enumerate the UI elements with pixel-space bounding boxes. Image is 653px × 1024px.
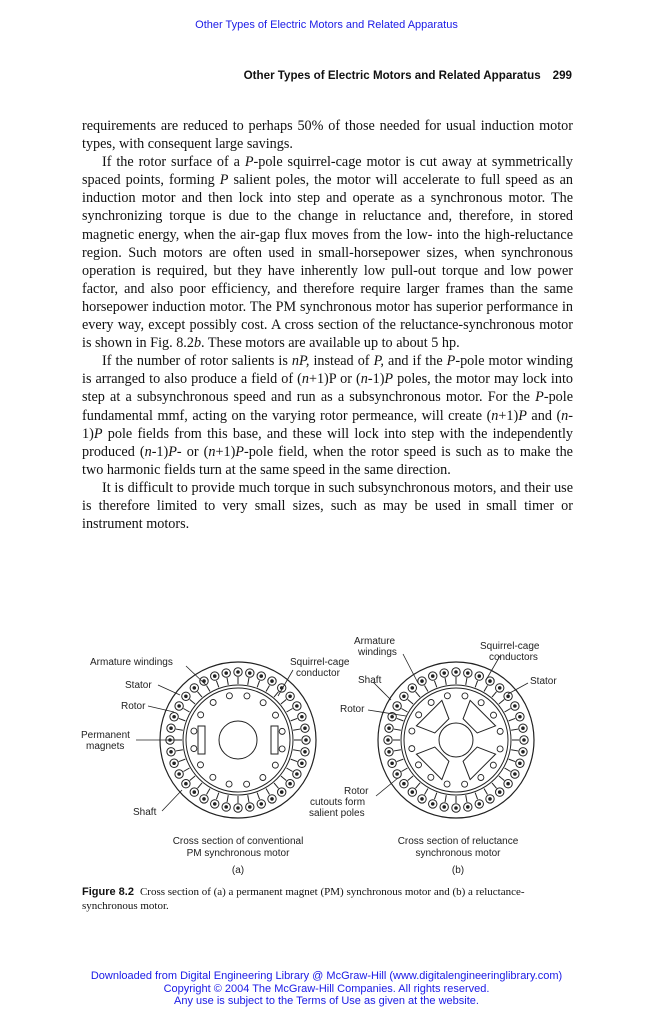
stator-slot xyxy=(466,678,467,685)
label-conductor: conductor xyxy=(296,668,340,679)
stator-slot xyxy=(511,750,518,751)
coil-core xyxy=(295,704,299,708)
coil-core xyxy=(518,715,522,719)
coil-core xyxy=(402,694,406,698)
coil-core xyxy=(270,679,274,683)
coil-core xyxy=(248,671,252,675)
cage-bar xyxy=(462,781,468,787)
coil-core xyxy=(303,726,307,730)
coil-core xyxy=(224,671,228,675)
page-number: 299 xyxy=(552,69,572,82)
coil-core xyxy=(224,805,228,809)
stator-slot xyxy=(408,700,413,704)
cage-bar xyxy=(409,746,415,752)
coil-core xyxy=(521,726,525,730)
running-head xyxy=(90,69,572,82)
coil-core xyxy=(236,670,240,674)
coil-core xyxy=(488,797,492,801)
cage-bar xyxy=(210,774,216,780)
figure-8-2 xyxy=(78,628,578,883)
coil-core xyxy=(288,694,292,698)
tag-a: (a) xyxy=(231,865,245,876)
stator-slot xyxy=(499,776,504,780)
coil-core xyxy=(410,790,414,794)
coil-core xyxy=(522,738,526,742)
coil-core xyxy=(454,806,458,810)
coil-core xyxy=(303,750,307,754)
body-text xyxy=(82,117,573,533)
caption-b-line-2: synchronous motor xyxy=(415,848,501,859)
cage-bar xyxy=(497,728,503,734)
coil-core xyxy=(192,686,196,690)
cage-bar xyxy=(272,762,278,768)
stator-slot xyxy=(190,700,195,704)
stator-slot xyxy=(394,729,401,730)
cage-bar xyxy=(197,762,203,768)
cage-bar xyxy=(444,781,450,787)
coil-core xyxy=(236,806,240,810)
stator-slot xyxy=(397,759,404,761)
coil-core xyxy=(498,686,502,690)
label-rotor-cutouts-1: Rotor xyxy=(344,786,369,797)
paragraph-4: It is difficult to provide much torque in such subsynchronous motors, and their use is therefore limited to very small sizes, such as may be used in small timer or instrument motors. xyxy=(82,479,573,533)
cage-bar xyxy=(428,699,434,705)
stator-slot xyxy=(274,783,278,788)
coil-core xyxy=(420,797,424,801)
stator-slot xyxy=(401,768,407,772)
coil-core xyxy=(477,802,481,806)
stator-slot xyxy=(293,750,300,751)
label-squirrel-cage-a: Squirrel-cage xyxy=(290,657,350,668)
stator-slot xyxy=(266,788,270,794)
cage-bar xyxy=(478,700,484,706)
stator-slot xyxy=(266,685,270,691)
caption-a-line-1: Cross section of conventional xyxy=(172,836,304,847)
cage-bar xyxy=(273,712,279,718)
coil-core xyxy=(387,750,391,754)
stator-slot xyxy=(291,718,298,720)
stator-slot xyxy=(511,729,518,730)
shaft-a xyxy=(219,721,257,759)
stator-slot xyxy=(434,793,436,800)
permanent-magnet xyxy=(271,726,278,754)
stator-slot xyxy=(499,700,504,704)
stator-slot xyxy=(207,685,211,691)
stator-slot xyxy=(492,692,496,697)
cage-bar xyxy=(226,693,232,699)
label-stator-b: Stator xyxy=(530,676,557,687)
coil-core xyxy=(431,802,435,806)
shaft-b xyxy=(439,723,473,757)
coil-core xyxy=(259,802,263,806)
coil-core xyxy=(192,790,196,794)
coil-core xyxy=(521,750,525,754)
stator-slot xyxy=(190,776,195,780)
coil-core xyxy=(420,679,424,683)
cage-bar xyxy=(491,712,497,718)
coil-core xyxy=(477,674,481,678)
stator-slot xyxy=(434,681,436,688)
cage-bar xyxy=(210,699,216,705)
coil-core xyxy=(304,738,308,742)
cage-bar xyxy=(279,728,285,734)
stator-slot xyxy=(425,685,429,691)
cage-bar xyxy=(260,700,266,706)
coil-core xyxy=(466,805,470,809)
coil-core xyxy=(402,782,406,786)
paragraph-3: If the number of rotor salients is nP, instead of P, and if the P-pole motor winding is arranged to also produce a field of (n+1)P or (n-1)P poles, the motor may lock into step at a subsynchronous speed and run as a subsynchronous motor. For the P-pole fundamental mmf, acting on the varying rotor permeance, will create (n+1)P and (n-1)P pole fields from this base, and these will lock into step with the independently produced (n-1)P- or (n+1)P-pole field, when the rotor speed is such as to make the two harmonic fields turn at the same speed in the same direction. xyxy=(82,353,573,478)
stator-slot xyxy=(416,692,420,697)
running-title: Other Types of Electric Motors and Related Apparatus xyxy=(243,69,541,82)
stator-slot xyxy=(176,750,183,751)
stator-slot xyxy=(257,793,259,800)
label-rotor-a: Rotor xyxy=(121,701,146,712)
coil-core xyxy=(466,671,470,675)
stator-slot xyxy=(484,788,488,794)
coil-core xyxy=(177,772,181,776)
coil-core xyxy=(390,715,394,719)
label-shaft-b: Shaft xyxy=(358,675,382,686)
cage-bar xyxy=(462,693,468,699)
stator-slot xyxy=(484,685,488,691)
coil-core xyxy=(498,790,502,794)
caption-a-line-2: PM synchronous motor xyxy=(186,848,290,859)
cage-bar xyxy=(478,775,484,781)
label-rotor-b: Rotor xyxy=(340,704,365,715)
label-permanent: Permanent xyxy=(81,730,130,741)
cage-bar xyxy=(279,746,285,752)
stator-slot xyxy=(207,788,211,794)
stator-slot xyxy=(445,795,446,802)
stator-slot xyxy=(504,768,510,772)
stator-slot xyxy=(445,678,446,685)
stator-slot xyxy=(183,709,189,713)
cage-bar xyxy=(444,693,450,699)
coil-core xyxy=(513,704,517,708)
stator-slot xyxy=(466,795,467,802)
footer-copyright: Copyright © 2004 The McGraw-Hill Companies. All rights reserved. xyxy=(163,982,490,995)
cage-bar xyxy=(226,781,232,787)
coil-core xyxy=(506,694,510,698)
coil-core xyxy=(172,715,176,719)
stator-slot xyxy=(176,729,183,730)
stator-slot xyxy=(475,793,477,800)
motor-a-pm-synchronous xyxy=(160,662,316,818)
cage-bar xyxy=(497,746,503,752)
coil-core xyxy=(518,761,522,765)
stator-slot xyxy=(183,768,189,772)
coil-core xyxy=(270,797,274,801)
coil-core xyxy=(442,671,446,675)
coil-core xyxy=(300,761,304,765)
source-link-header[interactable]: Other Types of Electric Motors and Related Apparatus xyxy=(195,19,458,31)
label-windings-b: windings xyxy=(358,647,397,658)
cage-bar xyxy=(191,728,197,734)
coil-core xyxy=(177,704,181,708)
stator-slot xyxy=(198,783,202,788)
stator-slot xyxy=(509,718,516,720)
permanent-magnet xyxy=(198,726,205,754)
stator-slot xyxy=(216,681,218,688)
stator-slot xyxy=(504,709,510,713)
coil-core xyxy=(172,761,176,765)
coil-core xyxy=(442,805,446,809)
coil-core xyxy=(410,686,414,690)
stator-slot xyxy=(401,709,407,713)
stator-slot xyxy=(281,700,286,704)
coil-core xyxy=(295,772,299,776)
coil-core xyxy=(280,790,284,794)
coil-core xyxy=(213,802,217,806)
caption-b-line-1: Cross section of reluctance xyxy=(397,836,519,847)
cage-bar xyxy=(416,712,422,718)
cage-bar xyxy=(415,762,421,768)
label-armature-windings: Armature windings xyxy=(90,657,173,668)
stator-slot xyxy=(475,681,477,688)
stator-slot xyxy=(179,718,186,720)
stator-slot xyxy=(274,692,278,697)
stator-slot xyxy=(425,788,429,794)
paragraph-1: requirements are reduced to perhaps 50% of those needed for usual induction motor types, with consequent large savings. xyxy=(82,118,573,153)
cage-bar xyxy=(428,774,434,780)
stator-slot xyxy=(492,783,496,788)
stator-slot xyxy=(394,750,401,751)
footer xyxy=(0,970,653,1008)
label-armature-b: Armature xyxy=(354,636,396,647)
coil-core xyxy=(184,782,188,786)
coil-core xyxy=(248,805,252,809)
coil-core xyxy=(395,772,399,776)
footer-download-link[interactable]: Downloaded from Digital Engineering Library @ McGraw-Hill (www.digitalengineeringlibrary.com) xyxy=(90,970,563,982)
motor-b-reluctance-synchronous xyxy=(378,662,534,818)
coil-core xyxy=(386,738,390,742)
stator-slot xyxy=(257,681,259,688)
stator-slot xyxy=(248,678,249,685)
label-stator-a: Stator xyxy=(125,680,152,691)
coil-core xyxy=(202,797,206,801)
stator-slot xyxy=(281,776,286,780)
coil-core xyxy=(395,704,399,708)
tag-b: (b) xyxy=(451,865,465,876)
cage-bar xyxy=(191,746,197,752)
cage-bar xyxy=(198,712,204,718)
stator-slot xyxy=(198,692,202,697)
stator-slot xyxy=(248,795,249,802)
coil-core xyxy=(387,726,391,730)
coil-core xyxy=(513,772,517,776)
label-magnets: magnets xyxy=(86,741,125,752)
label-shaft-a: Shaft xyxy=(133,807,157,818)
coil-core xyxy=(506,782,510,786)
stator-slot xyxy=(416,783,420,788)
label-rotor-cutouts-3: salient poles xyxy=(309,808,365,819)
coil-core xyxy=(488,679,492,683)
stator-slot xyxy=(397,718,404,720)
stator-slot xyxy=(291,759,298,761)
stator-slot xyxy=(227,678,228,685)
figure-drawing xyxy=(78,628,578,883)
cage-bar xyxy=(409,728,415,734)
stator-slot xyxy=(216,793,218,800)
coil-core xyxy=(288,782,292,786)
cage-bar xyxy=(244,693,250,699)
caption-text: Cross section of (a) a permanent magnet (PM) synchronous motor and (b) a reluctance-synchronous motor. xyxy=(82,886,525,912)
stator-slot xyxy=(286,768,292,772)
stator-slot xyxy=(293,729,300,730)
caption-label: Figure 8.2 xyxy=(82,886,134,898)
coil-core xyxy=(454,670,458,674)
coil-core xyxy=(390,761,394,765)
cage-bar xyxy=(260,775,266,781)
coil-core xyxy=(169,726,173,730)
coil-core xyxy=(169,750,173,754)
stator-slot xyxy=(286,709,292,713)
stator-slot xyxy=(408,776,413,780)
label-rotor-cutouts-2: cutouts form xyxy=(310,797,366,808)
stator-slot xyxy=(179,759,186,761)
stator-slot xyxy=(509,759,516,761)
coil-core xyxy=(184,694,188,698)
cage-bar xyxy=(490,762,496,768)
stator-slot xyxy=(227,795,228,802)
label-conductors-b: conductors xyxy=(489,652,538,663)
label-squirrel-cage-b: Squirrel-cage xyxy=(480,641,540,652)
coil-core xyxy=(213,674,217,678)
paragraph-2: If the rotor surface of a P-pole squirrel-cage motor is cut away at symmetrically spaced points, forming P salient poles, the motor will accelerate to full speed as an induction motor and then lock into step and operate as a synchronous motor. The synchronizing torque is due to the change in reluctance and, therefore, in stored magnetic energy, when the air-gap flux moves from the low- into the high-reluctance region. Such motors are often used in small-horsepower sizes, when synchronous operation is required, but they have inherently low pull-out torque and low power factor, and also poor efficiency, and therefore require larger frames than the same horsepower induction motor. The PM synchronous motor has superior performance in every way, except possibly cost. A cross section of the reluctance-synchronous motor is shown in Fig. 8.2b. These motors are available up to about 5 hp. xyxy=(82,154,574,352)
figure-caption xyxy=(82,885,573,913)
coil-core xyxy=(259,674,263,678)
coil-core xyxy=(300,715,304,719)
footer-terms-link[interactable]: Any use is subject to the Terms of Use as given at the website. xyxy=(174,995,479,1007)
coil-core xyxy=(431,674,435,678)
cage-bar xyxy=(244,781,250,787)
